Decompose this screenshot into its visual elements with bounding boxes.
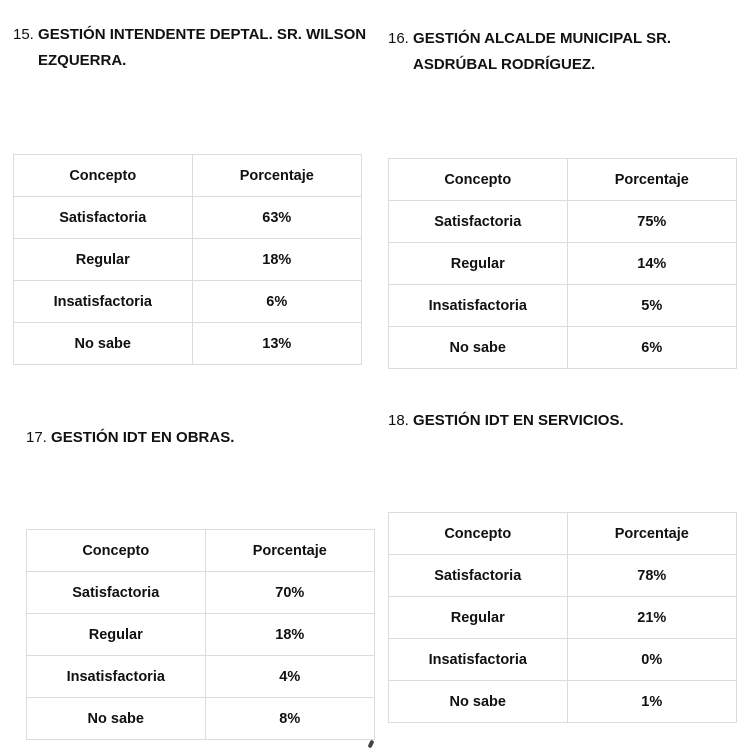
header-percent: Porcentaje [567, 513, 736, 555]
percent-cell: 70% [205, 572, 374, 614]
header-percent: Porcentaje [567, 159, 736, 201]
section-title-line1: GESTIÓN INTENDENTE DEPTAL. SR. WILSON [38, 26, 367, 43]
percent-cell: 14% [567, 243, 736, 285]
concept-cell: Regular [14, 239, 193, 281]
concept-cell: Insatisfactoria [389, 285, 568, 327]
percent-cell: 5% [567, 285, 736, 327]
table-header-row [389, 513, 737, 555]
section-title-line1: GESTIÓN IDT EN OBRAS. [51, 429, 235, 446]
section-number: 18. [388, 412, 409, 429]
concept-cell: No sabe [14, 323, 193, 365]
percent-cell: 78% [567, 555, 736, 597]
table-row [389, 285, 737, 327]
table-header-row [14, 155, 362, 197]
table-header-row [389, 159, 737, 201]
table-row [389, 243, 737, 285]
table-row [389, 201, 737, 243]
concept-cell: Regular [389, 597, 568, 639]
table-row [14, 239, 362, 281]
percent-cell: 6% [567, 327, 736, 369]
concept-cell: No sabe [27, 698, 206, 740]
percent-cell: 0% [567, 639, 736, 681]
section-title-line1: GESTIÓN ALCALDE MUNICIPAL SR. [413, 30, 672, 47]
percent-cell: 63% [192, 197, 361, 239]
header-concept: Concepto [27, 530, 206, 572]
table-row [27, 614, 375, 656]
percent-cell: 8% [205, 698, 374, 740]
section-title-line2: EZQUERRA. [38, 52, 127, 69]
ink-mark [367, 740, 374, 749]
concept-cell: Insatisfactoria [14, 281, 193, 323]
percent-cell: 4% [205, 656, 374, 698]
percent-cell: 18% [192, 239, 361, 281]
results-table [26, 529, 375, 740]
percent-cell: 13% [192, 323, 361, 365]
concept-cell: Satisfactoria [389, 555, 568, 597]
table-row [389, 639, 737, 681]
section-number: 16. [388, 30, 409, 47]
table-row [389, 327, 737, 369]
percent-cell: 75% [567, 201, 736, 243]
concept-cell: Satisfactoria [389, 201, 568, 243]
section-heading [26, 425, 234, 451]
table-row [27, 698, 375, 740]
table-header-row [27, 530, 375, 572]
header-concept: Concepto [14, 155, 193, 197]
section-heading [13, 22, 366, 74]
percent-cell: 6% [192, 281, 361, 323]
table-row [389, 597, 737, 639]
header-concept: Concepto [389, 513, 568, 555]
concept-cell: Satisfactoria [27, 572, 206, 614]
header-percent: Porcentaje [205, 530, 374, 572]
section-heading [388, 408, 624, 434]
header-concept: Concepto [389, 159, 568, 201]
section-heading [388, 26, 671, 78]
concept-cell: Insatisfactoria [27, 656, 206, 698]
concept-cell: Insatisfactoria [389, 639, 568, 681]
table-row [14, 323, 362, 365]
header-percent: Porcentaje [192, 155, 361, 197]
concept-cell: Satisfactoria [14, 197, 193, 239]
section-number: 17. [26, 429, 47, 446]
table-row [27, 656, 375, 698]
results-table [13, 154, 362, 365]
results-table [388, 158, 737, 369]
section-title-line2: ASDRÚBAL RODRÍGUEZ. [413, 56, 596, 73]
percent-cell: 18% [205, 614, 374, 656]
table-row [14, 281, 362, 323]
table-row [389, 681, 737, 723]
percent-cell: 1% [567, 681, 736, 723]
concept-cell: Regular [27, 614, 206, 656]
section-title-line1: GESTIÓN IDT EN SERVICIOS. [413, 412, 624, 429]
table-row [27, 572, 375, 614]
concept-cell: Regular [389, 243, 568, 285]
concept-cell: No sabe [389, 681, 568, 723]
concept-cell: No sabe [389, 327, 568, 369]
results-table [388, 512, 737, 723]
percent-cell: 21% [567, 597, 736, 639]
table-row [389, 555, 737, 597]
section-number: 15. [13, 26, 34, 43]
table-row [14, 197, 362, 239]
